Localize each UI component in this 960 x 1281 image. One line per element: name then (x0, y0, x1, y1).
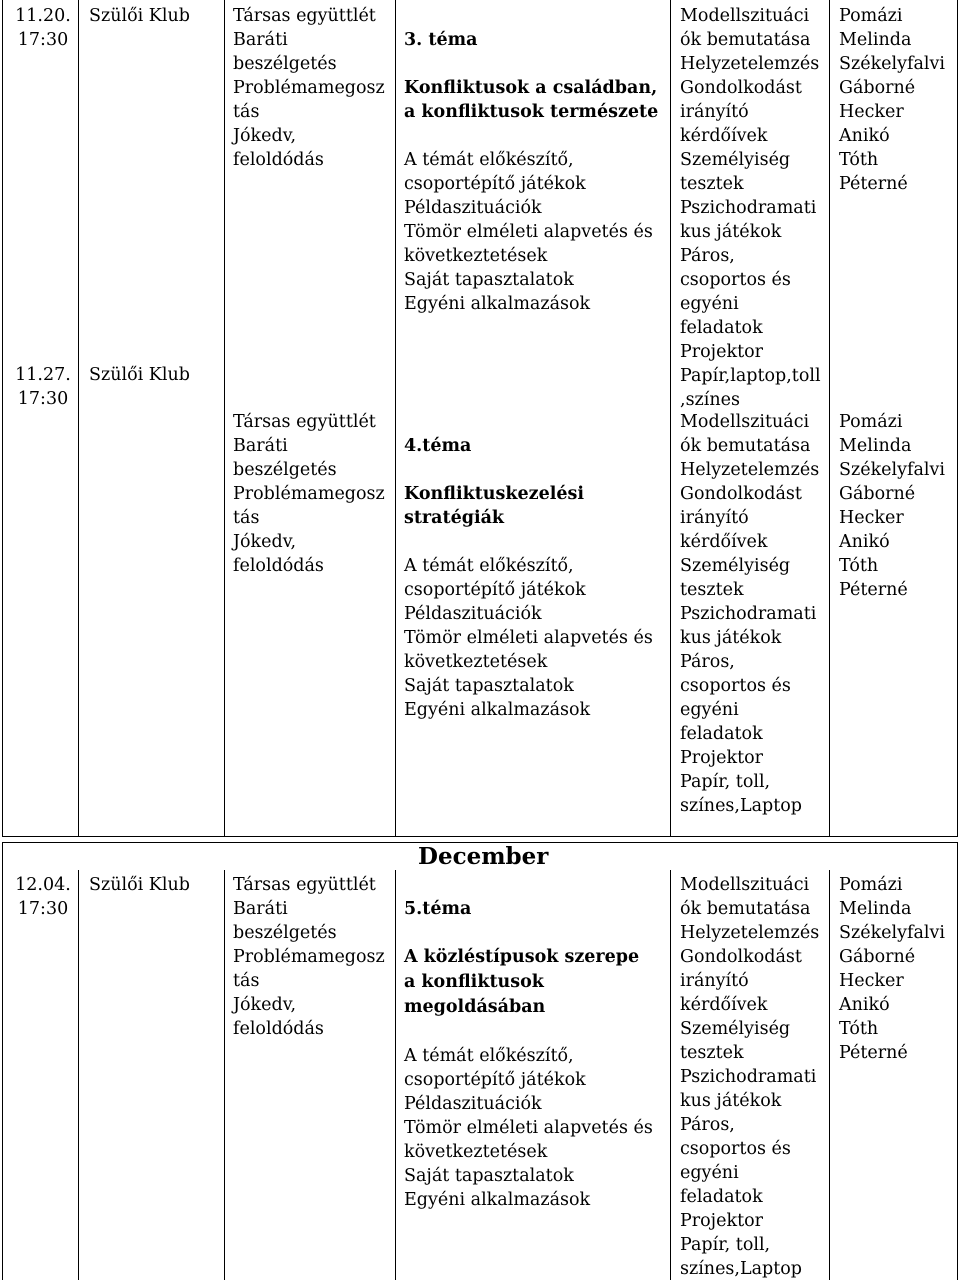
topic-number: 3. téma (404, 30, 478, 50)
topic-title: A közléstípusok szerepe a konfliktusok megoldásában (404, 947, 640, 1017)
topic-cell (404, 410, 668, 746)
topic-cell (404, 4, 668, 340)
methods-list: Modellszituáci ók bemutatása Helyzetelemzés Gondolkodást irányító kérdőívek Személyiség tesztek Pszichodramati kus játékok Páros, csoportos és egyéni feladatok Projektor Papír, toll, színes,Laptop (680, 875, 820, 1279)
activities-list: Társas együttlét Baráti beszélgetés Problémamegosz tás Jókedv, feloldódás (233, 6, 385, 170)
session-date: 12.04. 17:30 (15, 875, 71, 919)
topic-number: 5.téma (404, 899, 472, 919)
column-divider (224, 0, 225, 836)
topic-title: Konfliktusok a családban, a konfliktusok természete (404, 78, 659, 122)
column-divider (78, 0, 79, 836)
table-border-right (957, 842, 958, 1280)
methods-list: Modellszituáci ók bemutatása Helyzetelemzés Gondolkodást irányító kérdőívek Személyiség tesztek Pszichodramati kus játékok Páros, csoportos és egyéni feladatok Projektor Papír,laptop,toll ,színes (680, 6, 821, 410)
session-date: 11.20. 17:30 (15, 6, 71, 50)
leaders-list: Pomázi Melinda Székelyfalvi Gáborné Hecker Anikó Tóth Péterné (839, 6, 945, 194)
leaders-list: Pomázi Melinda Székelyfalvi Gáborné Hecker Anikó Tóth Péterné (839, 412, 945, 600)
month-heading: December (418, 843, 549, 870)
table-border-left (2, 842, 3, 1280)
activities-list: Társas együttlét Baráti beszélgetés Problémamegosz tás Jókedv, feloldódás (233, 875, 385, 1039)
session-date: 11.27. 17:30 (15, 365, 71, 409)
topic-number: 4.téma (404, 436, 472, 456)
leaders-list: Pomázi Melinda Székelyfalvi Gáborné Hecker Anikó Tóth Péterné (839, 875, 945, 1063)
column-divider (829, 0, 830, 836)
topic-body: A témát előkészítő, csoportépítő játékok Példaszituációk Tömör elméleti alapvetés és következtetések Saját tapasztalatok Egyéni alkalmazások (404, 150, 653, 314)
club-name: Szülői Klub (89, 6, 190, 26)
table-border-bottom (2, 836, 958, 837)
column-divider (78, 870, 79, 1280)
column-divider (395, 0, 396, 836)
column-divider (670, 870, 671, 1280)
column-divider (670, 0, 671, 836)
topic-body: A témát előkészítő, csoportépítő játékok Példaszituációk Tömör elméleti alapvetés és következtetések Saját tapasztalatok Egyéni alkalmazások (404, 1046, 653, 1210)
column-divider (829, 870, 830, 1280)
club-name: Szülői Klub (89, 365, 190, 385)
topic-cell (404, 873, 668, 1236)
column-divider (224, 870, 225, 1280)
column-divider (395, 870, 396, 1280)
methods-list: Modellszituáci ók bemutatása Helyzetelemzés Gondolkodást irányító kérdőívek Személyiség tesztek Pszichodramati kus játékok Páros, csoportos és egyéni feladatok Projektor Papír, toll, színes,Laptop (680, 412, 820, 816)
club-name: Szülői Klub (89, 875, 190, 895)
activities-list: Társas együttlét Baráti beszélgetés Problémamegosz tás Jókedv, feloldódás (233, 412, 385, 576)
table-border-right (957, 0, 958, 836)
topic-body: A témát előkészítő, csoportépítő játékok Példaszituációk Tömör elméleti alapvetés és következtetések Saját tapasztalatok Egyéni alkalmazások (404, 556, 653, 720)
table-border-left (2, 0, 3, 836)
topic-title: Konfliktuskezelési stratégiák (404, 484, 584, 528)
